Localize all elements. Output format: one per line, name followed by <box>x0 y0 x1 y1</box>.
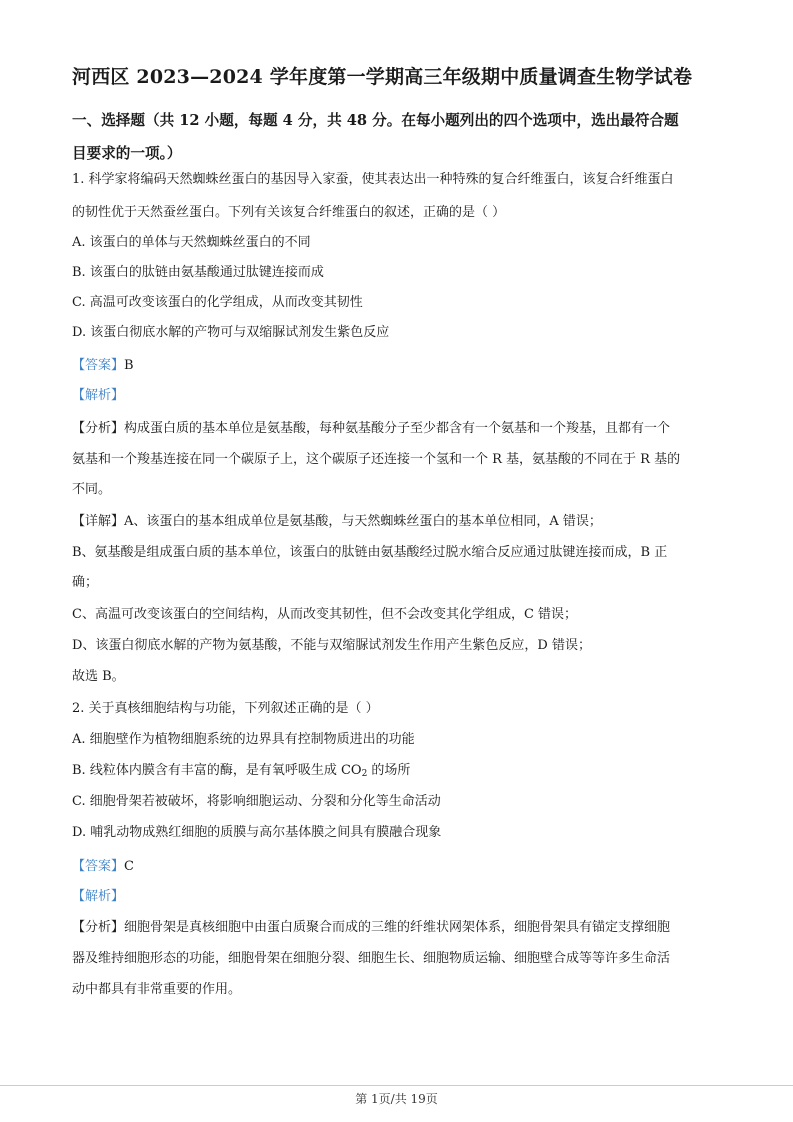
section-heading <box>72 104 732 170</box>
q1-answer <box>72 356 732 376</box>
footer-divider <box>0 1085 793 1086</box>
q2-option-d: D. 哺乳动物成熟红细胞的质膜与高尔基体膜之间具有膜融合现象 <box>72 825 442 840</box>
section-heading-line-2: 目要求的一项。） <box>72 145 182 162</box>
q1-xiangjie-line-1: 【详解】A、该蛋白的基本组成单位是氨基酸，与天然蜘蛛丝蛋白的基本单位相同，A 错误； <box>72 514 602 529</box>
q2-option-c: C. 细胞骨架若被破坏，将影响细胞运动、分裂和分化等生命活动 <box>72 794 441 809</box>
q1-fenxi-line-1: 【分析】构成蛋白质的基本单位是氨基酸，每种氨基酸分子至少都含有一个氨基和一个羧基，且都有一个 <box>72 421 671 436</box>
q1-xiangjie-line-2: B、氨基酸是组成蛋白质的基本单位，该蛋白的肽链由氨基酸经过脱水缩合反应通过肽键连接而成，B 正 <box>72 545 668 560</box>
q1-option-d: D. 该蛋白彻底水解的产物可与双缩脲试剂发生紫色反应 <box>72 325 390 340</box>
q1-stem-line-2: 的韧性优于天然蚕丝蛋白。下列有关该复合纤维蛋白的叙述，正确的是（ ） <box>72 205 506 220</box>
section-heading-line-1: 一、选择题（共 12 小题，每题 4 分，共 48 分。在每小题列出的四个选项中，选出最符合题 <box>72 112 679 129</box>
page-footer: 第 1页/共 19页 <box>355 1092 438 1106</box>
q2-option-b-subscript: 2 <box>361 769 368 779</box>
q1-fenxi-line-3: 不同。 <box>72 482 112 497</box>
q2-fenxi-line-1: 【分析】细胞骨架是真核细胞中由蛋白质聚合而成的三维的纤维状网架体系，细胞骨架具有锚定支撑细胞 <box>72 920 671 935</box>
q2-answer-tag: 【答案】 <box>72 859 125 874</box>
page-title: 河西区 2023—2024 学年度第一学期高三年级期中质量调查生物学试卷 <box>72 66 693 88</box>
q2-fenxi-line-2: 器及维持细胞形态的功能，细胞骨架在细胞分裂、细胞生长、细胞物质运输、细胞壁合成等等许多生命活 <box>72 951 671 966</box>
q1-xiangjie-line-3: 确； <box>72 575 99 590</box>
q1-analysis-tag: 【解析】 <box>72 388 125 403</box>
q1-option-a: A. 该蛋白的单体与天然蜘蛛丝蛋白的不同 <box>72 235 311 250</box>
q1-fenxi-line-2: 氨基和一个羧基连接在同一个碳原子上，这个碳原子还连接一个氢和一个 R 基，氨基酸的不同在于 R 基的 <box>72 452 681 467</box>
q2-fenxi-line-3: 动中都具有非常重要的作用。 <box>72 982 242 997</box>
q2-option-b-text: B. 线粒体内膜含有丰富的酶，是有氧呼吸生成 CO <box>72 763 362 778</box>
q2-answer <box>72 857 732 877</box>
q1-xiangjie-line-5: D、该蛋白彻底水解的产物为氨基酸，不能与双缩脲试剂发生作用产生紫色反应，D 错误； <box>72 638 591 653</box>
q1-stem-line-1: 1. 科学家将编码天然蜘蛛丝蛋白的基因导入家蚕，使其表达出一种特殊的复合纤维蛋白，该复合纤维蛋白 <box>72 172 674 187</box>
q1-xiangjie-line-6: 故选 B。 <box>72 669 125 684</box>
q2-option-a: A. 细胞壁作为植物细胞系统的边界具有控制物质进出的功能 <box>72 732 415 747</box>
q2-option-b <box>72 761 732 784</box>
q1-answer-value: B <box>124 358 134 373</box>
q2-answer-value: C <box>124 859 134 874</box>
q1-option-c: C. 高温可改变该蛋白的化学组成，从而改变其韧性 <box>72 295 363 310</box>
q1-xiangjie-line-4: C、高温可改变该蛋白的空间结构，从而改变其韧性，但不会改变其化学组成，C 错误； <box>72 607 578 622</box>
q2-option-b-tail: 的场所 <box>367 763 411 778</box>
q1-answer-tag: 【答案】 <box>72 358 125 373</box>
q2-stem-line-1: 2. 关于真核细胞结构与功能，下列叙述正确的是（ ） <box>72 701 379 716</box>
q2-analysis-tag: 【解析】 <box>72 889 125 904</box>
q1-option-b: B. 该蛋白的肽链由氨基酸通过肽键连接而成 <box>72 265 324 280</box>
